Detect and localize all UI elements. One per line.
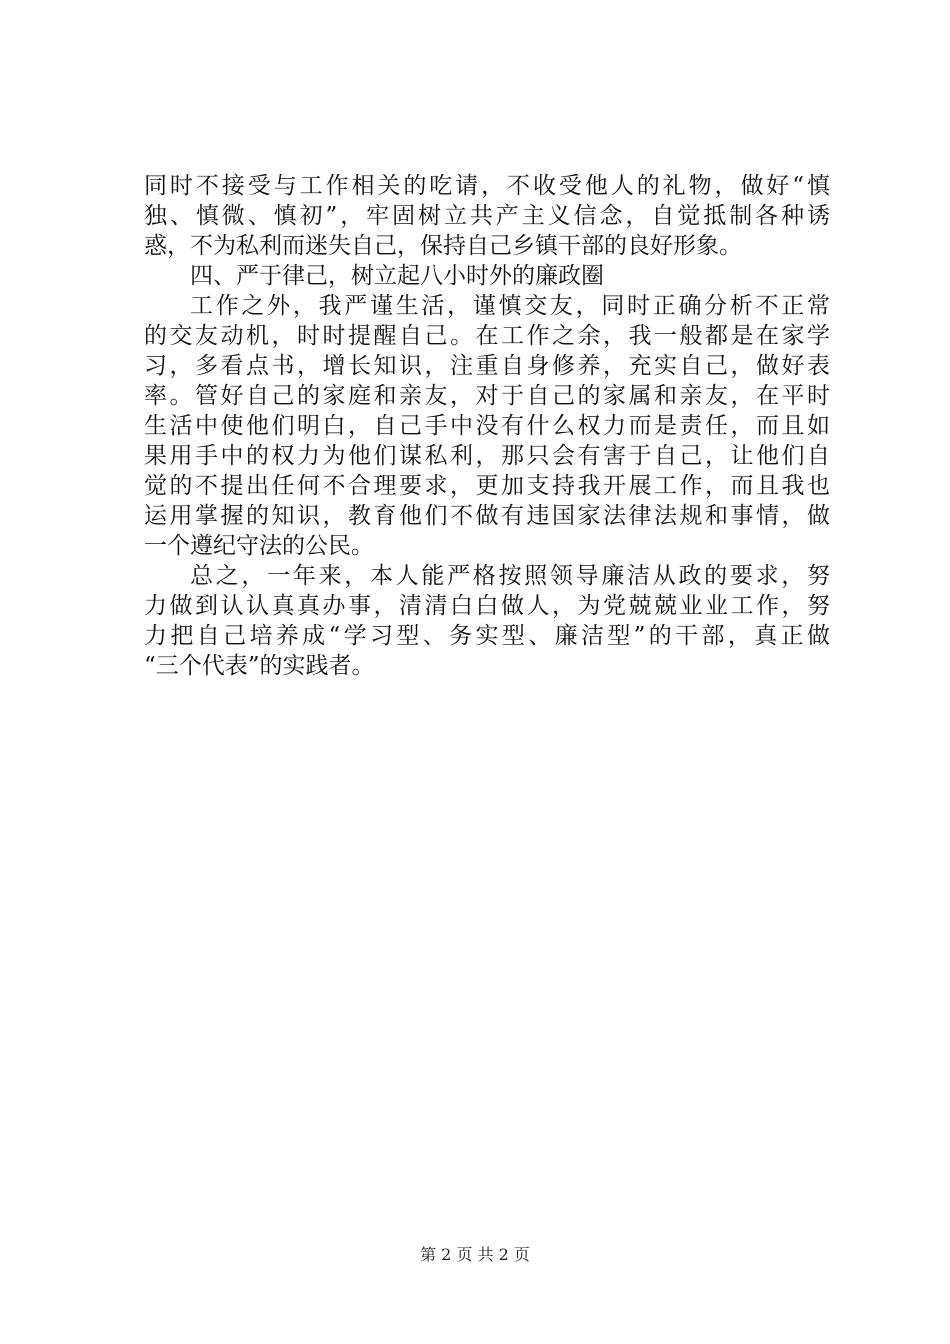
- page-number-label: 第 2 页 共 2 页: [420, 1245, 530, 1264]
- text-line: 力做到认认真真办事，清清白白做人，为党兢兢业业工作，努: [144, 593, 830, 619]
- text-line: 总之，一年来，本人能严格按照领导廉洁从政的要求，努: [190, 563, 830, 589]
- text-line: “三个代表”的实践者。: [144, 653, 375, 679]
- text-line: 一个遵纪守法的公民。: [144, 533, 374, 559]
- section-heading: [144, 261, 830, 291]
- text-line: 工作之外，我严谨生活，谨慎交友，同时正确分析不正常: [190, 293, 830, 319]
- paragraph-continuation: [144, 171, 830, 261]
- text-line: 独、慎微、慎初”，牢固树立共产主义信念，自觉抵制各种诱: [144, 203, 830, 229]
- text-line: 率。管好自己的家庭和亲友，对于自己的家属和亲友，在平时: [144, 383, 830, 409]
- text-line: 觉的不提出任何不合理要求，更加支持我开展工作，而且我也: [144, 473, 830, 499]
- heading-line: 四、严于律己，树立起八小时外的廉政圈: [190, 263, 604, 289]
- text-line: 惑，不为私利而迷失自己，保持自己乡镇干部的良好形象。: [144, 233, 742, 259]
- text-line: 果用手中的权力为他们谋私利，那只会有害于自己，让他们自: [144, 443, 830, 469]
- text-line: 生活中使他们明白，自己手中没有什么权力而是责任，而且如: [144, 413, 830, 439]
- text-line: 力把自己培养成“学习型、务实型、廉洁型”的干部，真正做: [144, 623, 830, 649]
- text-line: 同时不接受与工作相关的吃请，不收受他人的礼物，做好“慎: [144, 173, 830, 199]
- text-line: 习，多看点书，增长知识，注重自身修养，充实自己，做好表: [144, 353, 830, 379]
- text-line: 的交友动机，时时提醒自己。在工作之余，我一般都是在家学: [144, 323, 830, 349]
- document-body: [144, 171, 830, 681]
- text-line: 运用掌握的知识，教育他们不做有违国家法律法规和事情，做: [144, 503, 830, 529]
- paragraph: [144, 291, 830, 561]
- page-footer: [0, 1245, 950, 1265]
- paragraph: [144, 561, 830, 681]
